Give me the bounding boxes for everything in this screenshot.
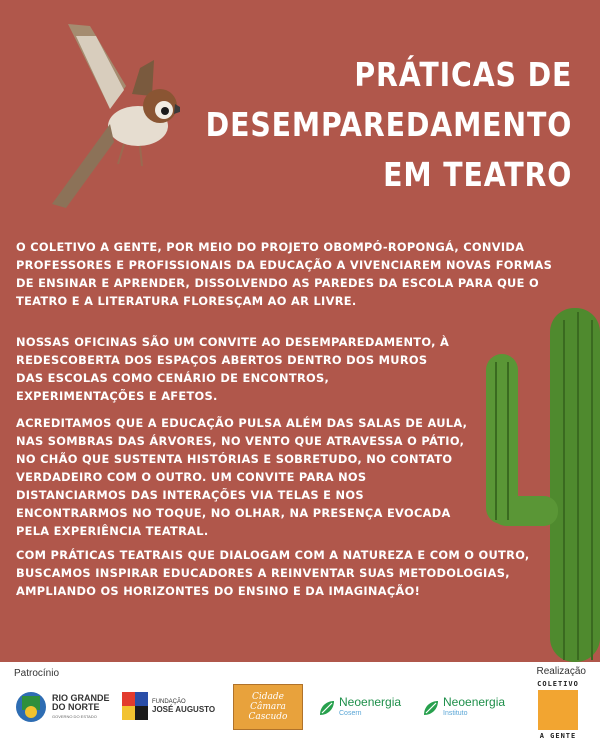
poster-title	[205, 50, 572, 200]
cag-block	[538, 690, 578, 730]
neo2-name: Neoenergia	[443, 695, 506, 709]
neo1-sub: Cosern	[339, 710, 362, 717]
sparrow-image	[40, 14, 180, 210]
leaf-icon	[318, 699, 336, 717]
cc-line-2: Câmara	[250, 702, 286, 712]
cag-bottom: A GENTE	[539, 732, 577, 740]
cidade-camara-cascudo-logo	[233, 684, 303, 730]
rn-line-1: RIO GRANDE	[52, 692, 110, 703]
realizacao-label: Realização	[536, 666, 586, 677]
title-line-3: EM TEATRO	[382, 155, 572, 194]
cc-line-3: Cascudo	[248, 712, 288, 722]
fja-line-2: JOSÉ AUGUSTO	[152, 704, 216, 714]
paragraph-intro: O COLETIVO A GENTE, POR MEIO DO PROJETO OBOMPÓ-ROPONGÁ, CONVIDA PROFESSORES E PROFISSIONAIS DA EDUCAÇÃO A VIVENCIAREM NOVAS FORMAS DE ENSINAR E APRENDER, DISSOLVENDO AS PAREDES DA ESCOLA PARA QUE O TEATRO E A LITERATURA FLORESÇAM AO AR LIVRE.	[16, 240, 553, 308]
leaf-icon	[422, 699, 440, 717]
paragraph-belief: ACREDITAMOS QUE A EDUCAÇÃO PULSA ALÉM DAS SALAS DE AULA, NAS SOMBRAS DAS ÁRVORES, NO VENTO QUE ATRAVESSA O PÁTIO, NO CHÃO QUE SUSTENTA HISTÓRIAS E SOBRETUDO, NO CONTATO VERDADEIRO COM O OUTRO. UM CONVITE PARA NOS DISTANCIARMOS DAS INTERAÇÕES VIA TELAS E NOS ENCONTRARMOS NO TOQUE, NO OLHAR, NA PRESENÇA EVOCADA PELA EXPERIÊNCIA TEATRAL.	[16, 416, 468, 538]
fundacao-jose-augusto-logo	[122, 692, 215, 720]
coletivo-a-gente-logo	[530, 680, 586, 746]
cactus-image	[468, 300, 600, 662]
title-line-2: DESEMPAREDAMENTO	[205, 105, 572, 144]
neo2-sub: Instituto	[443, 710, 468, 717]
paragraph-workshops: NOSSAS OFICINAS SÃO UM CONVITE AO DESEMPAREDAMENTO, À REDESCOBERTA DOS ESPAÇOS ABERTOS DENTRO DOS MUROS DAS ESCOLAS COMO CENÁRIO DE ENCONTROS, EXPERIMENTAÇÕES E AFETOS.	[16, 335, 450, 403]
patrocinio-label: Patrocínio	[14, 668, 60, 679]
rn-crest-icon	[14, 690, 48, 724]
cag-top: COLETIVO	[537, 680, 579, 688]
rn-line-2: DO NORTE	[52, 701, 100, 712]
title-line-1: PRÁTICAS DE	[354, 55, 572, 94]
neoenergia-instituto-logo	[422, 696, 505, 720]
fja-line-1: FUNDAÇÃO	[152, 698, 186, 705]
neoenergia-cosern-logo	[318, 696, 401, 720]
footer	[0, 662, 600, 750]
rn-sub: GOVERNO DO ESTADO	[52, 713, 97, 719]
rn-government-logo	[14, 690, 110, 724]
neo1-name: Neoenergia	[339, 695, 402, 709]
cc-line-1: Cidade	[252, 692, 284, 702]
paragraph-closing: COM PRÁTICAS TEATRAIS QUE DIALOGAM COM A NATUREZA E COM O OUTRO, BUSCAMOS INSPIRAR EDUCADORES A REINVENTAR SUAS METODOLOGIAS, AMPLIANDO OS HORIZONTES DO ENSINO E DA IMAGINAÇÃO!	[16, 548, 530, 598]
fja-mark-icon	[122, 692, 148, 720]
